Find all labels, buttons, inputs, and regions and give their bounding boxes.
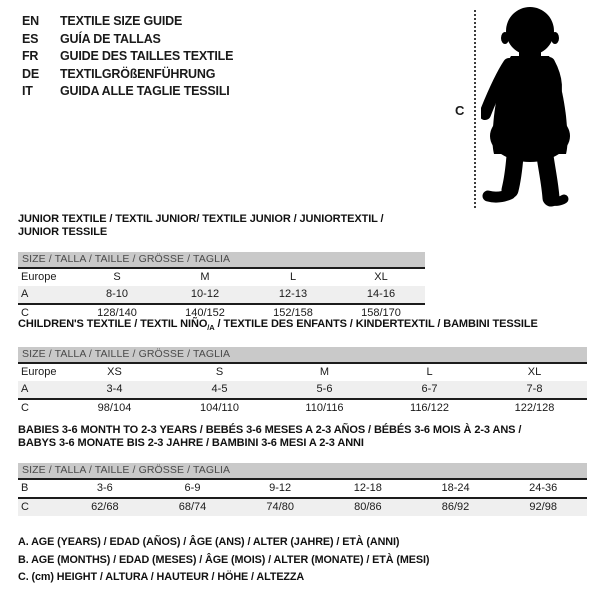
language-code: DE — [22, 66, 39, 81]
language-code: EN — [22, 14, 39, 28]
age-cell: 12-13 — [278, 288, 308, 300]
age-cell: 6-7 — [421, 383, 438, 396]
row-label: Europe — [21, 271, 57, 283]
age-cell: 10-12 — [190, 288, 220, 300]
language-row-de — [22, 66, 233, 84]
height-cell: 74/80 — [266, 501, 294, 513]
height-cell: 140/152 — [185, 307, 225, 319]
size-cell: L — [289, 271, 297, 283]
age-cell: 4-5 — [211, 383, 228, 396]
age-cell: 8-10 — [105, 288, 129, 300]
height-cell: 152/158 — [273, 307, 313, 319]
title-part: CHILDREN'S TEXTILE / TEXTIL NIÑO — [18, 318, 208, 330]
height-cell: 62/68 — [91, 501, 119, 513]
height-cell: 158/170 — [361, 307, 401, 319]
age-cell: 7-8 — [526, 383, 543, 396]
language-row-it — [22, 83, 233, 101]
size-header-bar: SIZE / TALLA / TAILLE / GRÖSSE / TAGLIA — [18, 252, 425, 269]
height-measure-dotted-line — [474, 10, 476, 208]
age-cell: 3-6 — [96, 482, 113, 494]
language-title-list — [22, 13, 233, 101]
language-code: IT — [22, 84, 33, 98]
language-label: TEXTILGRÖßENFÜHRUNG — [60, 66, 216, 81]
language-label: GUÍA DE TALLAS — [60, 31, 161, 46]
row-label: C — [21, 307, 29, 319]
size-header-bar: SIZE / TALLA / TAILLE / GRÖSSE / TAGLIA — [18, 347, 587, 364]
babies-textile-section — [18, 424, 587, 516]
title-part: / TEXTILE DES ENFANTS / KINDERTEXTIL / BAMBINI TESSILE — [214, 318, 538, 330]
table-row-europe — [18, 364, 587, 381]
age-cell: 9-12 — [269, 482, 292, 494]
row-label: B — [21, 482, 29, 494]
height-cell: 116/122 — [410, 402, 449, 415]
language-code: ES — [22, 31, 39, 46]
table-row-age — [18, 286, 425, 303]
age-cell: 18-24 — [441, 482, 470, 494]
measure-legend — [18, 534, 429, 587]
size-header-bar: SIZE / TALLA / TAILLE / GRÖSSE / TAGLIA — [18, 463, 587, 480]
size-cell: S — [113, 271, 121, 283]
size-cell: L — [426, 366, 433, 379]
row-label: C — [21, 402, 29, 415]
language-row-fr — [22, 48, 233, 66]
height-cell: 92/98 — [529, 501, 557, 513]
legend-age-months: B. AGE (MONTHS) / EDAD (MESES) / ÂGE (MOIS) / ALTER (MONATE) / ETÀ (MESI) — [18, 553, 430, 566]
age-cell: 14-16 — [366, 288, 396, 300]
age-cell: 3-4 — [106, 383, 123, 396]
babies-table-title-line2: BABYS 3-6 MONATE BIS 2-3 JAHRE / BAMBINI 3-6 MESI A 2-3 ANNI — [18, 437, 364, 449]
title-subscript: /A — [207, 323, 215, 333]
height-cell: 104/110 — [200, 402, 239, 415]
children-textile-section — [18, 318, 587, 417]
height-cell: 80/86 — [354, 501, 382, 513]
row-label: Europe — [21, 366, 57, 379]
language-code: FR — [22, 49, 39, 63]
row-label: C — [21, 501, 29, 513]
table-row-height — [18, 497, 587, 516]
size-cell: M — [319, 366, 330, 379]
height-cell: 68/74 — [178, 501, 207, 513]
row-label: A — [21, 288, 29, 300]
size-cell: XL — [374, 271, 388, 283]
junior-textile-section — [18, 213, 425, 322]
table-row-age-months — [18, 480, 587, 497]
language-row-en — [22, 13, 233, 31]
toddler-silhouette-image — [481, 6, 583, 214]
language-label: TEXTILE SIZE GUIDE — [60, 14, 183, 28]
language-label: GUIDA ALLE TAGLIE TESSILI — [60, 84, 230, 98]
height-cell: 110/116 — [305, 402, 344, 415]
height-cell: 122/128 — [514, 402, 555, 415]
table-row-europe — [18, 269, 425, 286]
babies-table-title-line1: BABIES 3-6 MONTH TO 2-3 YEARS / BEBÉS 3-6 MESES A 2-3 AÑOS / BÉBÉS 3-6 MOIS À 2-3 ANS / — [18, 424, 522, 436]
table-row-age — [18, 381, 587, 398]
language-row-es — [22, 31, 233, 49]
age-cell: 24-36 — [529, 482, 558, 494]
legend-age-years: A. AGE (YEARS) / EDAD (AÑOS) / ÂGE (ANS) / ALTER (JAHRE) / ETÀ (ANNI) — [18, 536, 400, 548]
height-cell: 98/104 — [97, 402, 132, 415]
language-label: GUIDE DES TAILLES TEXTILE — [60, 49, 234, 63]
age-cell: 5-6 — [316, 383, 333, 396]
height-cell: 86/92 — [441, 501, 470, 513]
height-measure-label: C — [455, 103, 465, 118]
age-cell: 12-18 — [353, 482, 382, 494]
junior-table-title: JUNIOR TEXTILE / TEXTIL JUNIOR/ TEXTILE JUNIOR / JUNIORTEXTIL / JUNIOR TESSILE — [18, 213, 384, 238]
size-cell: XL — [527, 366, 542, 379]
children-table-title — [18, 318, 587, 334]
size-cell: M — [200, 271, 210, 283]
table-row-height — [18, 398, 587, 417]
row-label: A — [21, 383, 29, 396]
age-cell: 6-9 — [184, 482, 201, 494]
legend-height-cm: C. (cm) HEIGHT / ALTURA / HAUTEUR / HÖHE / ALTEZZA — [18, 571, 305, 583]
size-cell: S — [215, 366, 224, 379]
size-cell: XS — [107, 366, 122, 379]
height-cell: 128/140 — [97, 307, 137, 319]
